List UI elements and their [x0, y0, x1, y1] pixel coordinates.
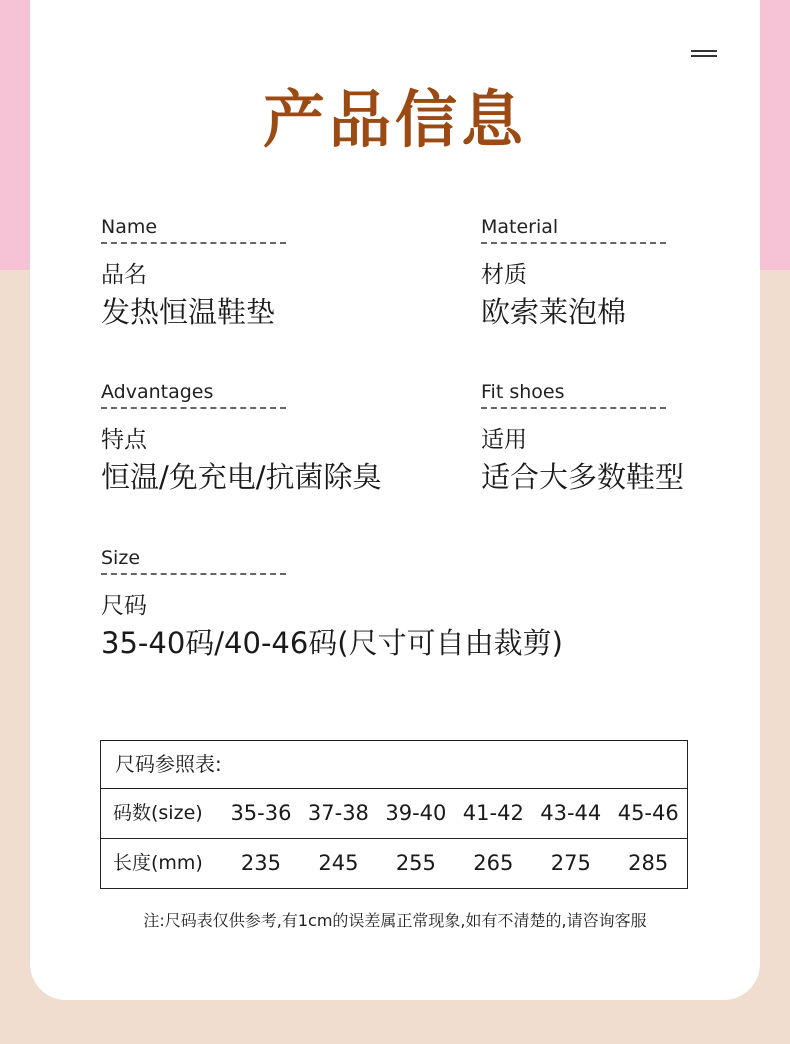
table-cell: 285: [628, 851, 669, 875]
field-material: [481, 214, 666, 332]
table-cell: 43-44: [540, 801, 602, 825]
page-title: 产品信息: [262, 83, 527, 156]
field-fit-label: 适用: [481, 427, 527, 453]
field-name-value: 发热恒温鞋垫: [101, 295, 276, 329]
field-material-value: 欧索莱泡棉: [481, 295, 627, 329]
row-label: 长度(mm): [113, 852, 203, 874]
table-cell: 265: [473, 851, 514, 875]
field-name-en: Name: [101, 216, 158, 238]
table-row: [101, 789, 687, 838]
field-material-en: Material: [481, 216, 559, 238]
menu-icon[interactable]: [691, 50, 717, 64]
field-name-label: 品名: [101, 262, 147, 288]
divider: [101, 407, 286, 409]
field-advantages-label: 特点: [101, 427, 147, 453]
field-size-value: 35-40码/40-46码(尺寸可自由裁剪): [101, 626, 563, 660]
field-advantages-value: 恒温/免充电/抗菌除臭: [101, 460, 382, 494]
field-fit-en: Fit shoes: [481, 381, 565, 403]
divider: [481, 242, 666, 244]
table-cell: 39-40: [385, 801, 447, 825]
divider: [101, 242, 286, 244]
field-fit-value: 适合大多数鞋型: [481, 460, 685, 494]
field-material-label: 材质: [481, 262, 527, 288]
row-label: 码数(size): [113, 802, 203, 824]
table-row: [101, 838, 687, 888]
size-chart-title: 尺码参照表:: [101, 741, 687, 789]
size-note: 注:尺码表仅供参考,有1cm的误差属正常现象,如有不清楚的,请咨询客服: [143, 911, 647, 930]
divider: [101, 573, 286, 575]
size-chart-table: [100, 740, 688, 889]
table-cell: 37-38: [307, 801, 369, 825]
field-advantages: [101, 379, 382, 497]
table-cell: 235: [240, 851, 281, 875]
field-name: [101, 214, 286, 332]
field-advantages-en: Advantages: [101, 381, 214, 403]
field-fit-shoes: [481, 379, 684, 497]
table-cell: 45-46: [617, 801, 679, 825]
table-cell: 41-42: [462, 801, 524, 825]
divider: [481, 407, 666, 409]
table-cell: 35-36: [230, 801, 292, 825]
table-cell: 255: [395, 851, 436, 875]
field-size-en: Size: [101, 547, 141, 569]
field-size: [101, 545, 563, 663]
table-cell: 245: [318, 851, 359, 875]
table-cell: 275: [550, 851, 591, 875]
field-size-label: 尺码: [101, 593, 147, 619]
